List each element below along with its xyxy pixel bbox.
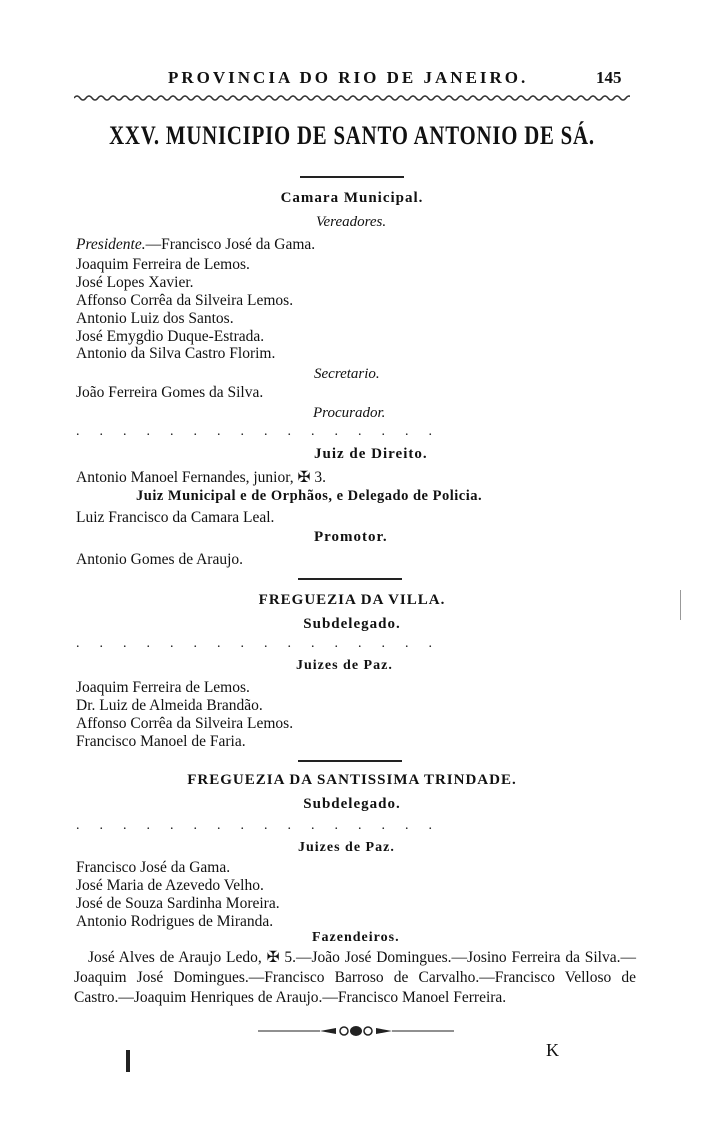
divider — [300, 176, 404, 178]
villa-juiz: Affonso Corrêa da Silveira Lemos. — [76, 715, 294, 732]
juiz-direito-heading: Juiz de Direito. — [314, 446, 428, 462]
secretario-name: João Ferreira Gomes da Silva. — [76, 384, 264, 401]
freguezia-villa-heading: FREGUEZIA DA VILLA. — [258, 592, 446, 608]
promotor-heading: Promotor. — [314, 529, 388, 545]
wavy-rule — [74, 93, 630, 103]
freguezia-trindade-heading: FREGUEZIA DA SANTISSIMA TRINDADE. — [187, 772, 517, 788]
ink-mark — [126, 1050, 130, 1072]
villa-subdelegado-heading: Subdelegado. — [303, 616, 401, 632]
vereador: José Emygdio Duque-Estrada. — [76, 328, 265, 345]
fazendeiros-paragraph: José Alves de Araujo Ledo, ✠ 5.—João José Domingues.—Josino Ferreira da Silva.—Joaquim José Domingues.—Francisco Barroso de Carvalho.—Francisco Velloso de Castro.—Joaquim Henriques de Araujo.—Francisco Manoel Ferreira. — [74, 949, 636, 1006]
divider — [298, 578, 402, 580]
juiz-municipal-heading: Juiz Municipal e de Orphãos, e Delegado de Policia. — [136, 488, 483, 504]
signature-mark: K — [546, 1040, 559, 1060]
trindade-subdelegado-dots: ................ — [76, 818, 452, 833]
running-title: PROVINCIA DO RIO DE JANEIRO. — [168, 68, 529, 87]
vereador: Antonio da Silva Castro Florim. — [76, 345, 276, 362]
juiz-municipal-name: Luiz Francisco da Camara Leal. — [76, 509, 275, 526]
procurador-dots: ................ — [76, 424, 452, 439]
margin-mark — [680, 590, 681, 620]
fazendeiros-heading: Fazendeiros. — [312, 930, 400, 945]
president-line — [76, 236, 315, 254]
villa-subdelegado-dots: ................ — [76, 636, 452, 651]
ornament-divider — [258, 1024, 454, 1038]
procurador-heading: Procurador. — [313, 405, 386, 421]
trindade-subdelegado-heading: Subdelegado. — [303, 796, 401, 812]
vereador: Antonio Luiz dos Santos. — [76, 310, 234, 327]
vereador: José Lopes Xavier. — [76, 274, 194, 291]
president-label: Presidente. — [76, 236, 146, 253]
trindade-juiz: José de Souza Sardinha Moreira. — [76, 895, 280, 912]
camara-heading: Camara Municipal. — [280, 190, 424, 206]
divider — [298, 760, 402, 762]
vereador: Affonso Corrêa da Silveira Lemos. — [76, 292, 294, 309]
section-title: XXV. MUNICIPIO DE SANTO ANTONIO DE SÁ. — [109, 121, 595, 150]
juiz-direito-name: Antonio Manoel Fernandes, junior, ✠ 3. — [76, 469, 326, 486]
trindade-juiz: Francisco José da Gama. — [76, 859, 231, 876]
vereadores-heading: Vereadores. — [316, 214, 387, 230]
villa-juiz: Joaquim Ferreira de Lemos. — [76, 679, 250, 696]
promotor-name: Antonio Gomes de Araujo. — [76, 551, 244, 568]
secretario-heading: Secretario. — [314, 366, 380, 382]
trindade-juiz: José Maria de Azevedo Velho. — [76, 877, 264, 894]
trindade-juiz: Antonio Rodrigues de Miranda. — [76, 913, 274, 930]
villa-juiz: Dr. Luiz de Almeida Brandão. — [76, 697, 263, 714]
villa-juiz: Francisco Manoel de Faria. — [76, 733, 246, 750]
villa-juizes-heading: Juizes de Paz. — [296, 658, 393, 673]
vereador: Joaquim Ferreira de Lemos. — [76, 256, 250, 273]
president-name: —Francisco José da Gama. — [145, 236, 316, 253]
trindade-juizes-heading: Juizes de Paz. — [298, 840, 395, 855]
page-number: 145 — [596, 68, 622, 87]
